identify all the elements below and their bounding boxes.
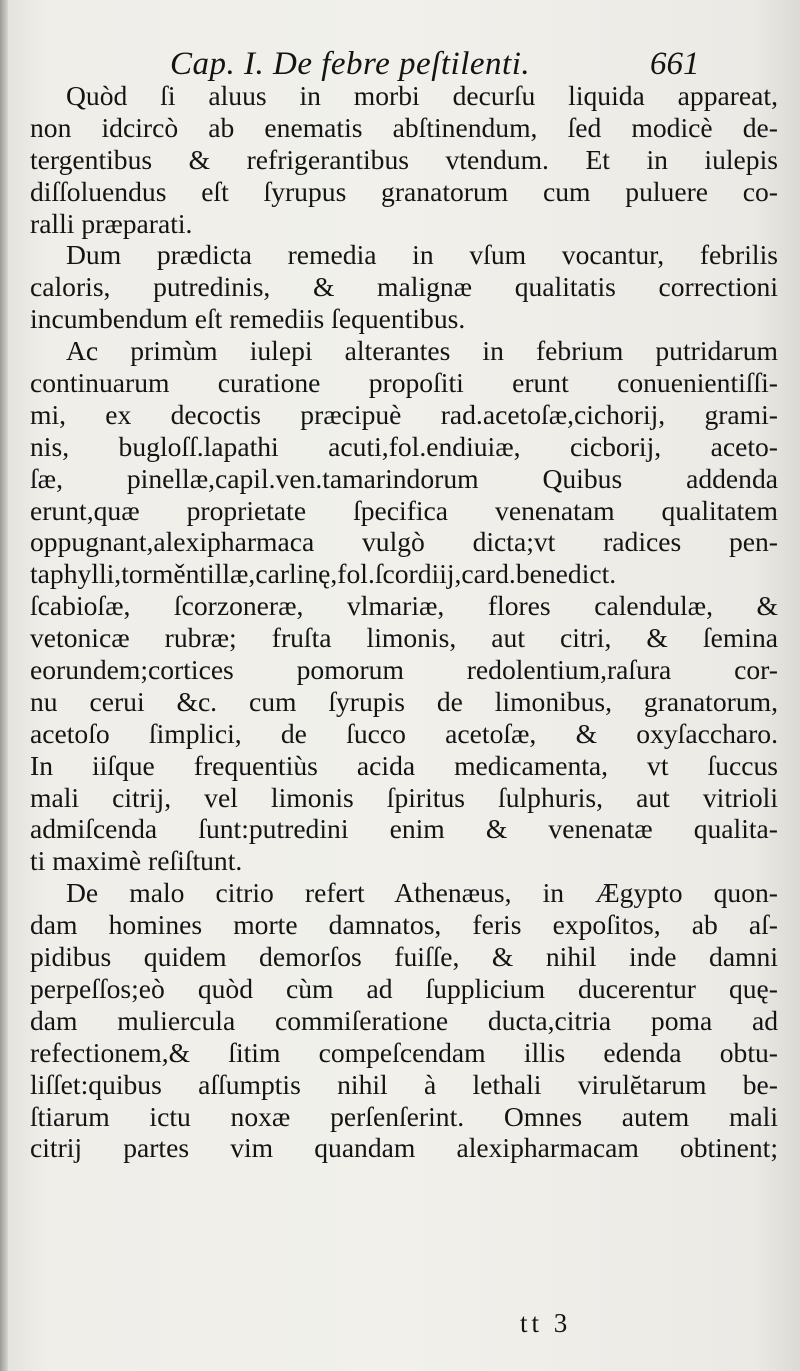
text-line: erunt,quæ proprietate ſpecifica venenatam qualitatem [30, 494, 778, 526]
text-line: acetoſo ſimplici, de ſucco acetoſæ, & oxyſaccharo. [30, 717, 778, 749]
text-line: vetonicæ rubræ; fruſta limonis, aut citri, & ſemina [30, 622, 778, 654]
text-line: mi, ex decoctis præcipuè rad.acetoſæ,cichorij, grami- [30, 398, 778, 430]
text-line: perpeſſos;eò quòd cùm ad ſupplicium ducerentur quę- [30, 972, 778, 1004]
text-line: caloris, putredinis, & malignæ qualitatis correctioni [30, 271, 778, 303]
page-number: 661 [650, 46, 700, 82]
text-line: ralli præparati. [30, 207, 193, 239]
text-line: Quòd ſi aluus in morbi decurſu liquida appareat, [66, 80, 778, 111]
text-line: citrij partes vim quandam alexipharmacam obtinent; [30, 1132, 778, 1164]
text-line: nis, bugloſſ.lapathi acuti,fol.endiuiæ, cicborij, aceto- [30, 430, 778, 462]
text-line: dam homines morte damnatos, feris expoſitos, ab aſ- [30, 909, 778, 941]
text-line: refectionem,& ſitim compeſcendam illis edenda obtu- [30, 1036, 778, 1068]
text-line: ſcabioſæ, ſcorzoneræ, vlmariæ, flores calendulæ, & [30, 590, 778, 622]
text-line: admiſcenda ſunt:putredini enim & venenatæ qualita- [30, 813, 778, 845]
text-line: taphylli,torměntillæ,carlinę,fol.ſcordiij,card.benedict. [30, 558, 617, 590]
text-line: oppugnant,alexipharmaca vulgò dicta;vt radices pen- [30, 526, 778, 558]
running-head: Cap. I. De febre peſtilenti. [170, 46, 531, 82]
text-line: Ac primùm iulepi alterantes in febrium putridarum [66, 335, 778, 367]
text-line: ſtiarum ictu noxæ perſenſerint. Omnes autem mali [30, 1100, 778, 1132]
text-line: ti maximè reſiſtunt. [30, 845, 243, 877]
page-edge-shadow [0, 0, 8, 1371]
text-line: dam muliercula commiſeratione ducta,citria poma ad [30, 1004, 778, 1036]
text-line: nu cerui &c. cum ſyrupis de limonibus, granatorum, [30, 685, 778, 717]
text-line: In iiſque frequentiùs acida medicamenta, vt ſuccus [30, 749, 778, 781]
text-line: Dum prædicta remedia in vſum vocantur, febrilis [66, 239, 778, 271]
signature-mark: tt 3 [520, 1308, 572, 1338]
text-line: continuarum curatione propoſiti erunt conuenientiſſi- [30, 367, 778, 399]
text-line: eorundem;cortices pomorum redolentium,raſura cor- [30, 654, 778, 686]
text-line: liſſet:quibus aſſumptis nihil à lethali virulĕtarum be- [30, 1068, 778, 1100]
text-line: De malo citrio refert Athenæus, in Ægypto quon- [66, 877, 778, 909]
text-line: tergentibus & refrigerantibus vtendum. Et in iulepis [30, 143, 778, 175]
text-line: incumbendum eſt remediis ſequentibus. [30, 303, 466, 335]
text-line: mali citrij, vel limonis ſpiritus ſulphuris, aut vitrioli [30, 781, 778, 813]
text-line: non idcircò ab enematis abſtinendum, ſed modicè de- [30, 111, 778, 143]
body-text [30, 80, 778, 1164]
text-line: diſſoluendus eſt ſyrupus granatorum cum puluere co- [30, 175, 778, 207]
text-line: ſæ, pinellæ,capil.ven.tamarindorum Quibus addenda [30, 462, 778, 494]
text-line: pidibus quidem demorſos fuiſſe, & nihil inde damni [30, 941, 778, 973]
